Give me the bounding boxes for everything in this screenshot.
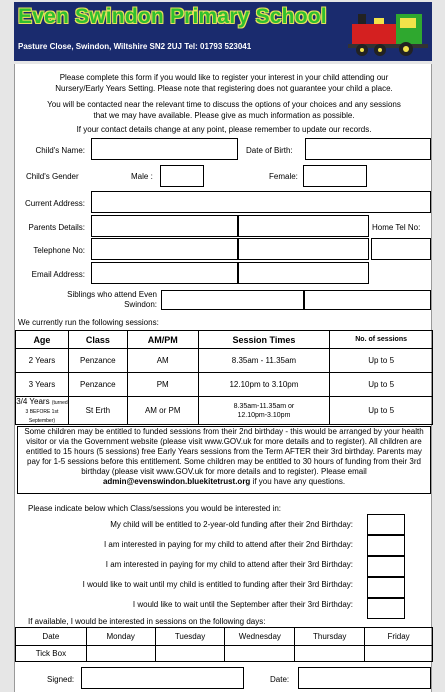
row-age: 2 Years	[16, 349, 69, 373]
dob-label: Date of Birth:	[246, 146, 293, 155]
choice-label-3: I am interested in paying for my child to attend after their 3rd Birthday:	[105, 560, 353, 569]
child-name-label: Child's Name:	[35, 146, 85, 155]
date-label: Date:	[270, 675, 290, 684]
male-checkbox[interactable]	[160, 165, 204, 187]
row-times-2: 12.10pm-3.10pm	[237, 411, 291, 419]
date-field[interactable]	[298, 667, 431, 689]
days-col-friday: Friday	[365, 628, 433, 646]
telephone-1-field[interactable]	[91, 238, 238, 260]
table-row	[16, 373, 433, 397]
choice-checkbox-1[interactable]	[367, 514, 405, 535]
siblings-label-2: Swindon:	[124, 300, 157, 309]
signature-field[interactable]	[81, 667, 244, 689]
choice-checkbox-5[interactable]	[367, 598, 405, 619]
days-col-thursday: Thursday	[295, 628, 365, 646]
choice-checkbox-2[interactable]	[367, 535, 405, 556]
row-class: St Erth	[68, 397, 127, 425]
funding-text-end: if you have any questions.	[250, 477, 346, 486]
choices-intro: Please indicate below which Class/sessions you would be interested in:	[28, 504, 282, 513]
row-num: Up to 5	[330, 349, 433, 373]
intro-line-1: Please complete this form if you would like to register your interest in your child attending our	[59, 73, 389, 82]
row-age-note: (turned 3 BEFORE 1st September)	[25, 400, 68, 424]
admin-email-link[interactable]: admin@evenswindon.bluekitetrust.org	[102, 477, 251, 486]
tick-wednesday[interactable]	[225, 646, 295, 662]
address-field[interactable]	[91, 191, 431, 213]
female-checkbox[interactable]	[303, 165, 367, 187]
col-class: Class	[68, 331, 127, 349]
tick-friday[interactable]	[365, 646, 433, 662]
row-num: Up to 5	[330, 397, 433, 425]
intro-line-3: You will be contacted near the relevant time to discuss the options of your choices and any sessions	[47, 100, 401, 109]
days-col-wednesday: Wednesday	[225, 628, 295, 646]
home-tel-field[interactable]	[371, 238, 431, 260]
parent-2-field[interactable]	[238, 215, 369, 237]
choice-label-1: My child will be entitled to 2-year-old funding after their 2nd Birthday:	[110, 520, 353, 529]
telephone-2-field[interactable]	[238, 238, 369, 260]
train-icon	[348, 8, 430, 58]
row-ampm: AM or PM	[127, 397, 198, 425]
row-times: 12.10pm to 3.10pm	[198, 373, 330, 397]
child-name-field[interactable]	[91, 138, 238, 160]
telephone-label: Telephone No:	[33, 246, 85, 255]
row-times-cell	[198, 397, 330, 425]
row-age-cell	[16, 397, 69, 425]
intro-line-5: If your contact details change at any point, please remember to update our records.	[76, 125, 372, 134]
siblings-field-1[interactable]	[161, 290, 304, 310]
signed-label: Signed:	[47, 675, 75, 684]
row-ampm: AM	[127, 349, 198, 373]
table-row	[16, 397, 433, 425]
choice-label-5: I would like to wait until the September after their 3rd Birthday:	[132, 600, 353, 609]
days-col-date: Date	[16, 628, 87, 646]
row-age: 3/4 Years	[16, 397, 50, 406]
sessions-header-row	[16, 331, 433, 349]
row-ampm: PM	[127, 373, 198, 397]
days-table	[15, 627, 433, 662]
siblings-label-1: Siblings who attend Even	[67, 290, 157, 299]
funding-info	[17, 426, 431, 494]
female-label: Female:	[269, 172, 298, 181]
choice-label-4: I would like to wait until my child is entitled to funding after their 3rd Birthday:	[82, 580, 353, 589]
parent-1-field[interactable]	[91, 215, 238, 237]
registration-form	[14, 64, 432, 692]
email-label: Email Address:	[31, 270, 85, 279]
dob-field[interactable]	[305, 138, 431, 160]
school-header	[14, 2, 432, 61]
days-intro: If available, I would be interested in sessions on the following days:	[28, 617, 266, 626]
choice-label-2: I am interested in paying for my child to attend after their 2nd Birthday:	[103, 540, 353, 549]
choice-checkbox-4[interactable]	[367, 577, 405, 598]
col-num-sessions: No. of sessions	[330, 331, 433, 349]
tick-tuesday[interactable]	[155, 646, 225, 662]
gender-label: Child's Gender	[26, 172, 79, 181]
school-address: Pasture Close, Swindon, Wiltshire SN2 2UJ Tel: 01793 523041	[18, 42, 252, 51]
tick-box-label: Tick Box	[16, 646, 87, 662]
row-num: Up to 5	[330, 373, 433, 397]
email-2-field[interactable]	[238, 262, 369, 284]
siblings-field-2[interactable]	[304, 290, 431, 310]
intro-line-2: Nursery/Early Years Setting. Please note that registering does not guarantee your child a place.	[55, 84, 393, 93]
row-class: Penzance	[68, 373, 127, 397]
address-label: Current Address:	[24, 199, 85, 208]
home-tel-label: Home Tel No:	[372, 223, 421, 232]
parents-label: Parents Details:	[28, 223, 85, 232]
choice-checkbox-3[interactable]	[367, 556, 405, 577]
tick-thursday[interactable]	[295, 646, 365, 662]
days-col-tuesday: Tuesday	[155, 628, 225, 646]
days-header-row	[16, 628, 433, 646]
intro-line-4: that we may have available. Please give as much information as possible.	[93, 111, 355, 120]
email-1-field[interactable]	[91, 262, 238, 284]
tick-row	[16, 646, 433, 662]
tick-monday[interactable]	[86, 646, 155, 662]
row-times: 8.35am-11.35am or	[233, 402, 295, 410]
col-age: Age	[16, 331, 69, 349]
funding-text: Some children may be entitled to funded sessions from their 2nd birthday - this would be arranged by your health visitor or via the Government website (please visit www.GOV.uk for more details and to register). All children are entitled to 15 hours (5 sessions) free Early Years sessions from the Term AFTER their 3rd birthday. Parents may pay for 1-5 sessions before this entitlement. Some children may be entitled to 30 hours of funding from their 3rd birthday (please visit www.GOV.uk for more details and to register). Please email	[24, 427, 424, 476]
table-row	[16, 349, 433, 373]
row-class: Penzance	[68, 349, 127, 373]
col-ampm: AM/PM	[127, 331, 198, 349]
col-session-times: Session Times	[198, 331, 330, 349]
sessions-table	[15, 330, 433, 425]
male-label: Male :	[131, 172, 153, 181]
row-times: 8.35am - 11.35am	[198, 349, 330, 373]
school-name: Even Swindon Primary School	[18, 5, 327, 28]
row-age: 3 Years	[16, 373, 69, 397]
sessions-intro: We currently run the following sessions:	[18, 318, 159, 327]
days-col-monday: Monday	[86, 628, 155, 646]
